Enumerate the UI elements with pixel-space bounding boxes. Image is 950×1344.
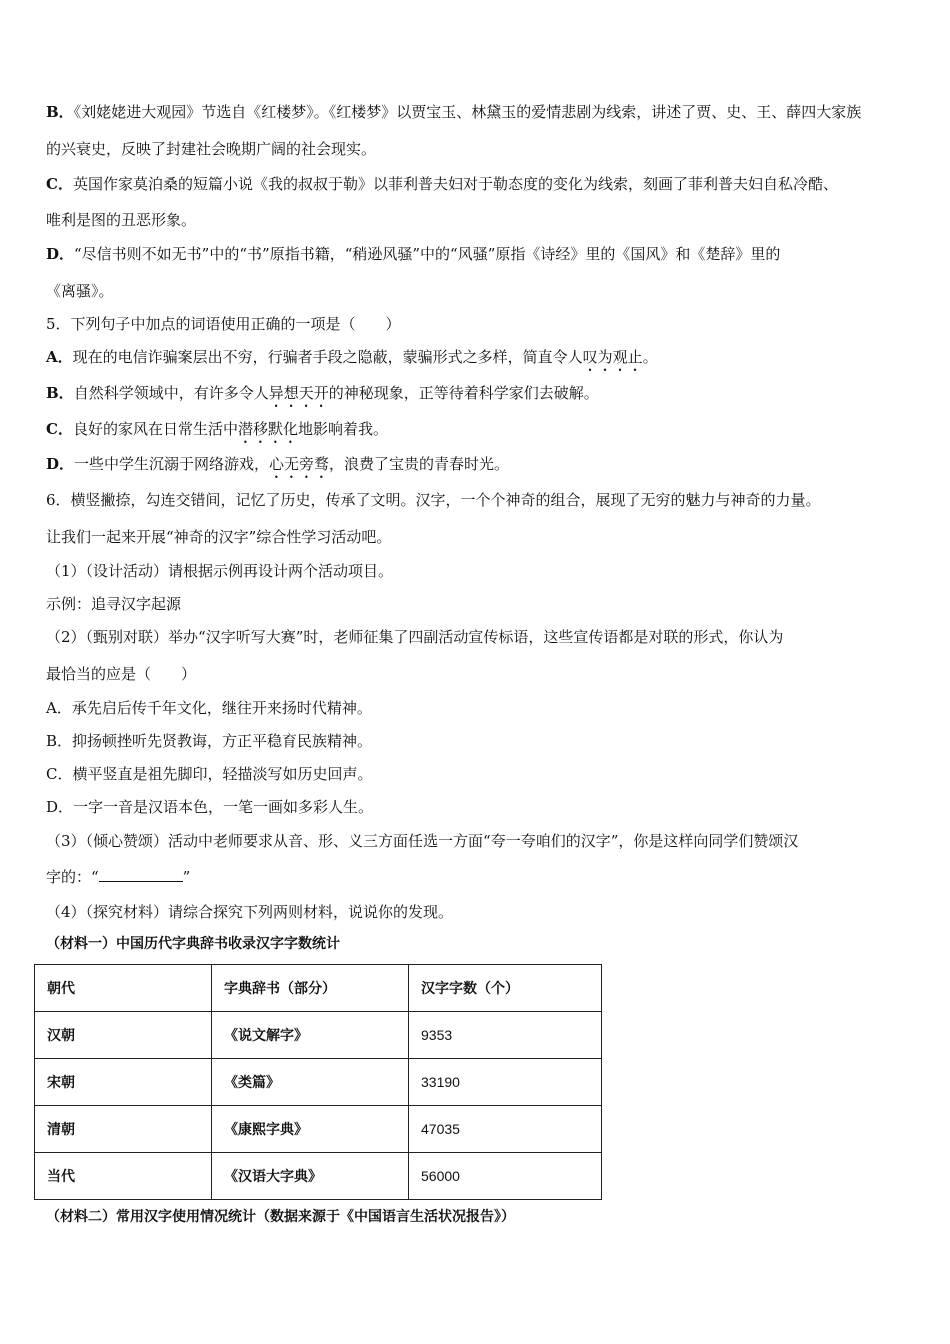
material-2-title: （材料二）常用汉字使用情况统计（数据来源于《中国语言生活状况报告》） [46, 1209, 515, 1225]
option-text: 自然科学领域中，有许多令人 [73, 384, 269, 402]
option-letter: B． [46, 103, 74, 121]
couplet-option-d: D．一字一音是汉语本色，一笔一画如多彩人生。 [46, 798, 374, 816]
table-cell: 33190 [409, 1059, 602, 1106]
question-5-option-b [46, 383, 599, 411]
question-6-part1-example: 示例：追寻汉字起源 [46, 595, 182, 613]
table-cell: 《康熙字典》 [212, 1106, 409, 1153]
option-text: 地影响着我。 [297, 420, 388, 438]
option-text: 。 [642, 348, 658, 366]
table-cell: 《汉语大字典》 [212, 1153, 409, 1200]
option-text: 的兴衰史，反映了封建社会晚期广阔的社会现实。 [46, 140, 377, 158]
answer-prefix: 字的：“ [46, 868, 99, 886]
option-text: 良好的家风在日常生活中 [72, 420, 238, 438]
table-cell: 清朝 [35, 1106, 212, 1153]
dictionary-table [34, 964, 602, 1200]
answer-suffix: ” [182, 868, 191, 886]
question-6-part3-line1: （3）（倾心赞颂）活动中老师要求从音、形、义三方面任选一方面“夸一夸咱们的汉字”，你是这样向同学们赞颂汉 [46, 832, 799, 850]
option-text: 英国作家莫泊桑的短篇小说《我的叔叔于勒》以菲利普夫妇对于勒态度的变化为线索，刻画了菲利普夫妇自私冷酷、 [72, 175, 838, 193]
question-6-part2-line2: 最恰当的应是（ ） [46, 665, 197, 683]
question-6-part3-line2 [46, 867, 190, 887]
option-letter: B． [46, 384, 74, 402]
table-cell: 9353 [409, 1012, 602, 1059]
option-text: 唯利是图的丑恶形象。 [46, 211, 197, 229]
table-row [35, 1106, 602, 1153]
table-cell: 《说文解字》 [212, 1012, 409, 1059]
option-text: 现在的电信诈骗案层出不穷，行骗者手段之隐蔽，蒙骗形式之多样，简直令人 [72, 348, 583, 366]
answer-blank[interactable] [99, 867, 183, 882]
option-letter: D． [46, 455, 75, 473]
question-5-option-a [46, 347, 658, 375]
couplet-option-c: C．横平竖直是祖先脚印，轻描淡写如历史回声。 [46, 765, 373, 783]
question-6-stem-line2: 让我们一起来开展“神奇的汉字”综合性学习活动吧。 [46, 528, 392, 546]
dotted-word: 叹为观止 [582, 348, 643, 366]
question-5-option-d [46, 454, 509, 482]
option-text: “尽信书则不如无书”中的“书”原指书籍，“稍逊风骚”中的“风骚”原指《诗经》里的《国风》和《楚辞》里的 [74, 245, 781, 263]
option-d-line1 [46, 244, 780, 264]
option-text: 《离骚》。 [46, 282, 114, 300]
option-letter: A． [46, 348, 73, 366]
couplet-option-a: A．承先启后传千年文化，继往开来扬时代精神。 [46, 699, 372, 717]
table-cell: 《类篇》 [212, 1059, 409, 1106]
option-text: 的神秘现象，正等待着科学家们去破解。 [328, 384, 599, 402]
table-cell: 宋朝 [35, 1059, 212, 1106]
table-cell: 47035 [409, 1106, 602, 1153]
table-row [35, 1012, 602, 1059]
question-5-stem: 5．下列句子中加点的词语使用正确的一项是（ ） [46, 315, 401, 333]
dotted-word: 心无旁骛 [269, 455, 330, 473]
dotted-word: 潜移默化 [237, 420, 298, 438]
option-c-line2 [46, 210, 196, 230]
question-6-part4: （4）（探究材料）请综合探究下列两则材料，说说你的发现。 [46, 903, 454, 921]
question-6-part2-line1: （2）（甄别对联）举办“汉字听写大赛”时，老师征集了四副活动宣传标语，这些宣传语都是对联的形式，你认为 [46, 628, 784, 646]
option-text: 《刘姥姥进大观园》节选自《红楼梦》。《红楼梦》以贾宝玉、林黛玉的爱情悲剧为线索，讲述了贾、史、王、薛四大家族 [73, 103, 862, 121]
table-header: 朝代 [35, 965, 212, 1012]
question-6-stem-line1: 6．横竖撇捺，勾连交错间，记忆了历史，传承了文明。汉字，一个个神奇的组合，展现了无穷的魅力与神奇的力量。 [46, 491, 821, 509]
table-header: 字典辞书（部分） [212, 965, 409, 1012]
option-letter: C． [46, 420, 73, 438]
couplet-option-b: B．抑扬顿挫听先贤教诲，方正平稳育民族精神。 [46, 732, 373, 750]
option-c-line1 [46, 174, 838, 194]
option-letter: C． [46, 175, 73, 193]
option-b-line1 [46, 102, 861, 122]
option-text: 一些中学生沉溺于网络游戏， [74, 455, 270, 473]
table-cell: 当代 [35, 1153, 212, 1200]
material-1-title: （材料一）中国历代字典辞书收录汉字字数统计 [46, 936, 340, 952]
table-row [35, 1059, 602, 1106]
option-letter: D． [46, 245, 75, 263]
dotted-word: 异想天开 [268, 384, 329, 402]
table-header: 汉字字数（个） [409, 965, 602, 1012]
table-cell: 56000 [409, 1153, 602, 1200]
table-row [35, 1153, 602, 1200]
question-5-option-c [46, 419, 388, 447]
option-b-line2 [46, 139, 376, 159]
option-d-line2 [46, 281, 114, 301]
option-text: ，浪费了宝贵的青春时光。 [329, 455, 510, 473]
table-cell: 汉朝 [35, 1012, 212, 1059]
table-header-row [35, 965, 602, 1012]
question-6-part1: （1）（设计活动）请根据示例再设计两个活动项目。 [46, 562, 394, 580]
